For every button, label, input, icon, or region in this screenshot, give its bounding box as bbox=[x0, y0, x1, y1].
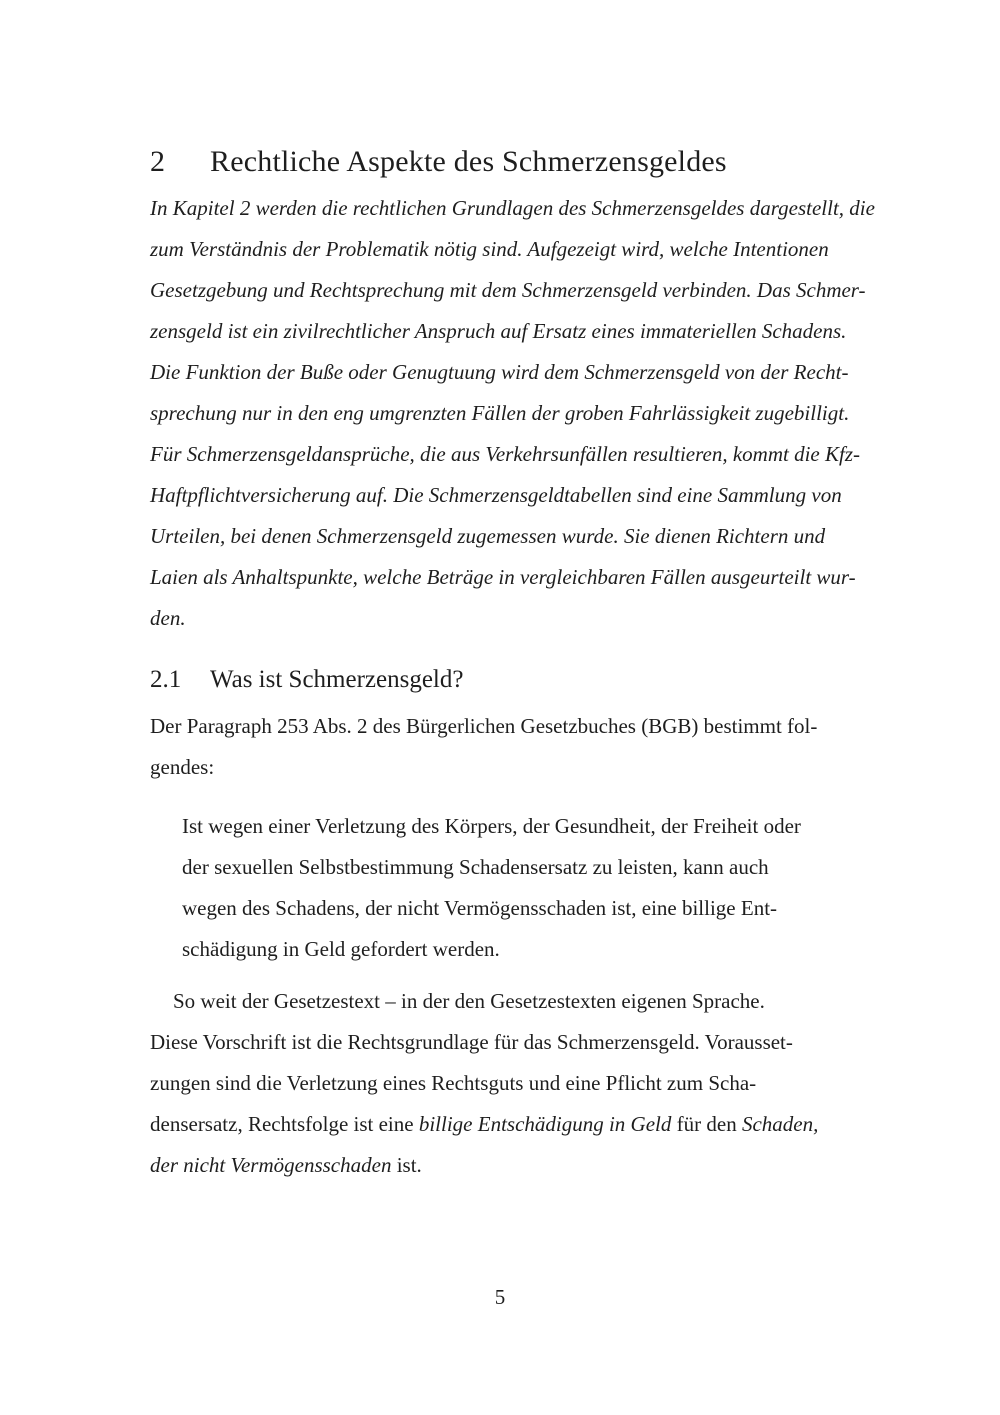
text-line: Diese Vorschrift ist die Rechtsgrundlage für das Schmerzensgeld. Vorausset- bbox=[150, 1030, 793, 1054]
section-heading bbox=[150, 144, 850, 180]
text-line: So weit der Gesetzestext – in der den Gesetzestexten eigenen Sprache. bbox=[173, 989, 765, 1013]
intro-line: In Kapitel 2 werden die rechtlichen Grundlagen des Schmerzensgeldes dargestellt, die bbox=[150, 196, 875, 220]
intro-line: Die Funktion der Buße oder Genugtuung wird dem Schmerzensgeld von der Recht- bbox=[150, 360, 849, 384]
text-line: gendes: bbox=[150, 755, 215, 779]
quote-line: schädigung in Geld gefordert werden. bbox=[182, 937, 500, 961]
intro-line: Urteilen, bei denen Schmerzensgeld zugemessen wurde. Sie dienen Richtern und bbox=[150, 524, 826, 548]
text-segment-emphasis: Schaden, bbox=[741, 1112, 819, 1136]
text-line-mixed bbox=[150, 1104, 850, 1145]
subsection-heading bbox=[150, 664, 850, 696]
section-title: Rechtliche Aspekte des Schmerzensgeldes bbox=[210, 145, 727, 178]
intro-line: Für Schmerzensgeldansprüche, die aus Verkehrsunfällen resultieren, kommt die Kfz- bbox=[150, 442, 860, 466]
page-number: 5 bbox=[494, 1285, 506, 1309]
section-number: 2 bbox=[150, 145, 166, 178]
intro-line: Laien als Anhaltspunkte, welche Beträge in vergleichbaren Fällen ausgeurteilt wur- bbox=[150, 565, 856, 589]
text-segment: ist. bbox=[391, 1153, 422, 1177]
text-segment: für den bbox=[671, 1112, 742, 1136]
text-segment-emphasis: billige Entschädigung in Geld bbox=[418, 1112, 672, 1136]
quote-line: der sexuellen Selbstbestimmung Schadensersatz zu leisten, kann auch bbox=[182, 855, 769, 879]
paragraph-bgb-intro bbox=[150, 706, 850, 788]
intro-paragraph bbox=[150, 188, 875, 639]
text-segment-emphasis: der nicht Vermögensschaden bbox=[150, 1153, 392, 1177]
intro-line: zum Verständnis der Problematik nötig sind. Aufgezeigt wird, welche Intentionen bbox=[150, 237, 829, 261]
text-line: Der Paragraph 253 Abs. 2 des Bürgerlichen Gesetzbuches (BGB) bestimmt fol- bbox=[150, 714, 818, 738]
subsection-title: Was ist Schmerzensgeld? bbox=[210, 666, 464, 693]
subsection-number: 2.1 bbox=[150, 666, 182, 693]
text-line-mixed bbox=[150, 1145, 850, 1186]
intro-line: sprechung nur in den eng umgrenzten Fällen der groben Fahrlässigkeit zugebilligt. bbox=[150, 401, 850, 425]
quote-line: Ist wegen einer Verletzung des Körpers, der Gesundheit, der Freiheit oder bbox=[182, 814, 801, 838]
intro-line: Gesetzgebung und Rechtsprechung mit dem Schmerzensgeld verbinden. Das Schmer- bbox=[150, 278, 866, 302]
quote-line: wegen des Schadens, der nicht Vermögensschaden ist, eine billige Ent- bbox=[182, 896, 778, 920]
intro-line: zensgeld ist ein zivilrechtlicher Anspruch auf Ersatz eines immateriellen Schadens. bbox=[150, 319, 847, 343]
blockquote-bgb253 bbox=[150, 806, 850, 970]
paragraph-legal-analysis bbox=[150, 981, 850, 1186]
intro-line: den. bbox=[150, 606, 186, 630]
intro-line: Haftpflichtversicherung auf. Die Schmerzensgeldtabellen sind eine Sammlung von bbox=[150, 483, 842, 507]
text-line: zungen sind die Verletzung eines Rechtsguts und eine Pflicht zum Scha- bbox=[150, 1071, 757, 1095]
text-segment: densersatz, Rechtsfolge ist eine bbox=[150, 1112, 419, 1136]
